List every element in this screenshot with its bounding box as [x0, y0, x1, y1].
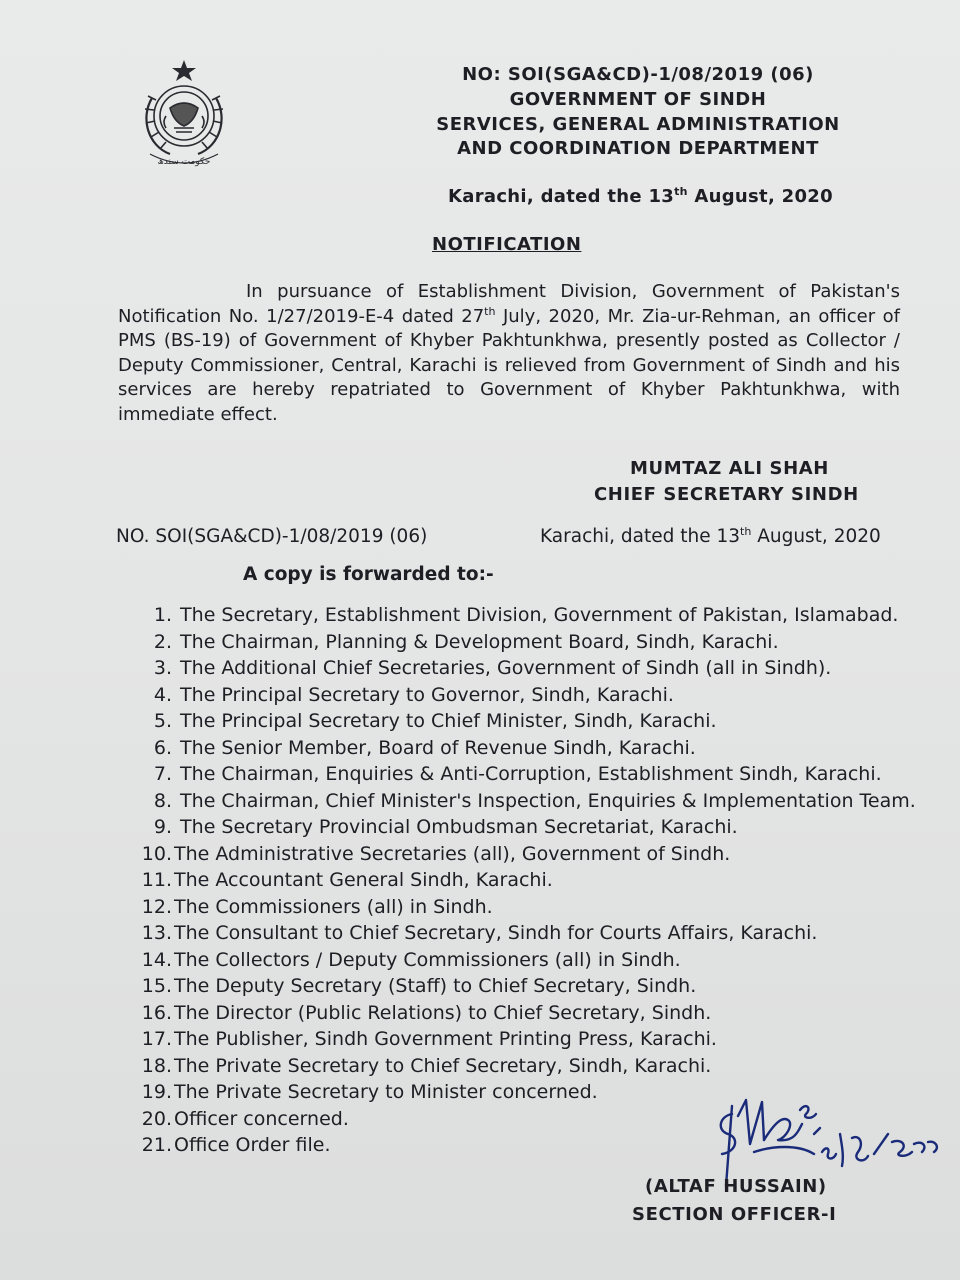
list-item: 11. The Accountant General Sindh, Karachi. — [141, 869, 553, 891]
signatory-name: MUMTAZ ALI SHAH — [630, 458, 829, 479]
list-item: 9. The Secretary Provincial Ombudsman Secretariat, Karachi. — [153, 816, 738, 838]
list-item: 8. The Chairman, Chief Minister's Inspection, Enquiries & Implementation Team. — [153, 789, 916, 812]
government-of-sindh-emblem-icon — [130, 58, 238, 168]
signatory-title: CHIEF SECRETARY SINDH — [594, 484, 859, 505]
department-line-2: AND COORDINATION DEPARTMENT — [457, 138, 819, 159]
list-item: 3. The Additional Chief Secretaries, Government of Sindh (all in Sindh). — [153, 657, 832, 679]
notification-title: NOTIFICATION — [432, 234, 582, 255]
list-item: 18. The Private Secretary to Chief Secretary, Sindh, Karachi. — [141, 1054, 712, 1077]
header-date: Karachi, dated the 13th August, 2020 — [448, 185, 833, 207]
distribution-list — [138, 602, 916, 1159]
list-item: 2. The Chairman, Planning & Development Board, Sindh, Karachi. — [153, 630, 779, 653]
list-item: 10. The Administrative Secretaries (all), Government of Sindh. — [141, 842, 731, 865]
list-item: 12. The Commissioners (all) in Sindh. — [141, 895, 493, 918]
reference-number: NO: SOI(SGA&CD)-1/08/2019 (06) — [462, 64, 814, 85]
section-officer-designation: SECTION OFFICER-I — [632, 1204, 837, 1225]
government-name: GOVERNMENT OF SINDH — [509, 89, 767, 110]
list-item: 6. The Senior Member, Board of Revenue Sindh, Karachi. — [153, 736, 696, 759]
list-item: 16. The Director (Public Relations) to Chief Secretary, Sindh. — [141, 1001, 712, 1024]
forwarding-date: Karachi, dated the 13th August, 2020 — [540, 524, 881, 547]
svg-text:حکومت سندھ: حکومت سندھ — [157, 157, 211, 167]
forwarding-reference: NO. SOI(SGA&CD)-1/08/2019 (06) — [116, 526, 428, 547]
list-item: 21. Office Order file. — [141, 1134, 331, 1156]
list-item: 14. The Collectors / Deputy Commissioners (all) in Sindh. — [141, 948, 681, 971]
list-item: 7. The Chairman, Enquiries & Anti-Corruption, Establishment Sindh, Karachi. — [153, 763, 882, 785]
department-line-1: SERVICES, GENERAL ADMINISTRATION — [436, 114, 840, 135]
list-item: 15. The Deputy Secretary (Staff) to Chief Secretary, Sindh. — [141, 975, 697, 997]
list-item: 4. The Principal Secretary to Governor, Sindh, Karachi. — [153, 683, 674, 706]
list-item: 13. The Consultant to Chief Secretary, Sindh for Courts Affairs, Karachi. — [141, 922, 818, 944]
list-item: 19. The Private Secretary to Minister concerned. — [141, 1081, 598, 1103]
copy-forwarded-heading: A copy is forwarded to:- — [243, 564, 494, 585]
list-item: 20. Officer concerned. — [141, 1107, 349, 1130]
list-item: 5. The Principal Secretary to Chief Minister, Sindh, Karachi. — [153, 710, 717, 732]
list-item: 1. The Secretary, Establishment Division, Government of Pakistan, Islamabad. — [153, 604, 899, 626]
section-officer-name: (ALTAF HUSSAIN) — [645, 1176, 827, 1197]
notification-body: In pursuance of Establishment Division, Government of Pakistan's Notification No. 1/27/2019-E-4 dated 27th July, 2020, Mr. Zia-ur-Rehman, an officer of PMS (BS-19) of Government of Khyber Pakhtunkhwa, presently posted as Collector / Deputy Commissioner, Central, Karachi is relieved from Government of Sindh and his services are hereby repatriated to Government of Khyber Pakhtunkhwa, with immediate effect. — [118, 281, 901, 425]
list-item: 17. The Publisher, Sindh Government Printing Press, Karachi. — [141, 1028, 717, 1050]
